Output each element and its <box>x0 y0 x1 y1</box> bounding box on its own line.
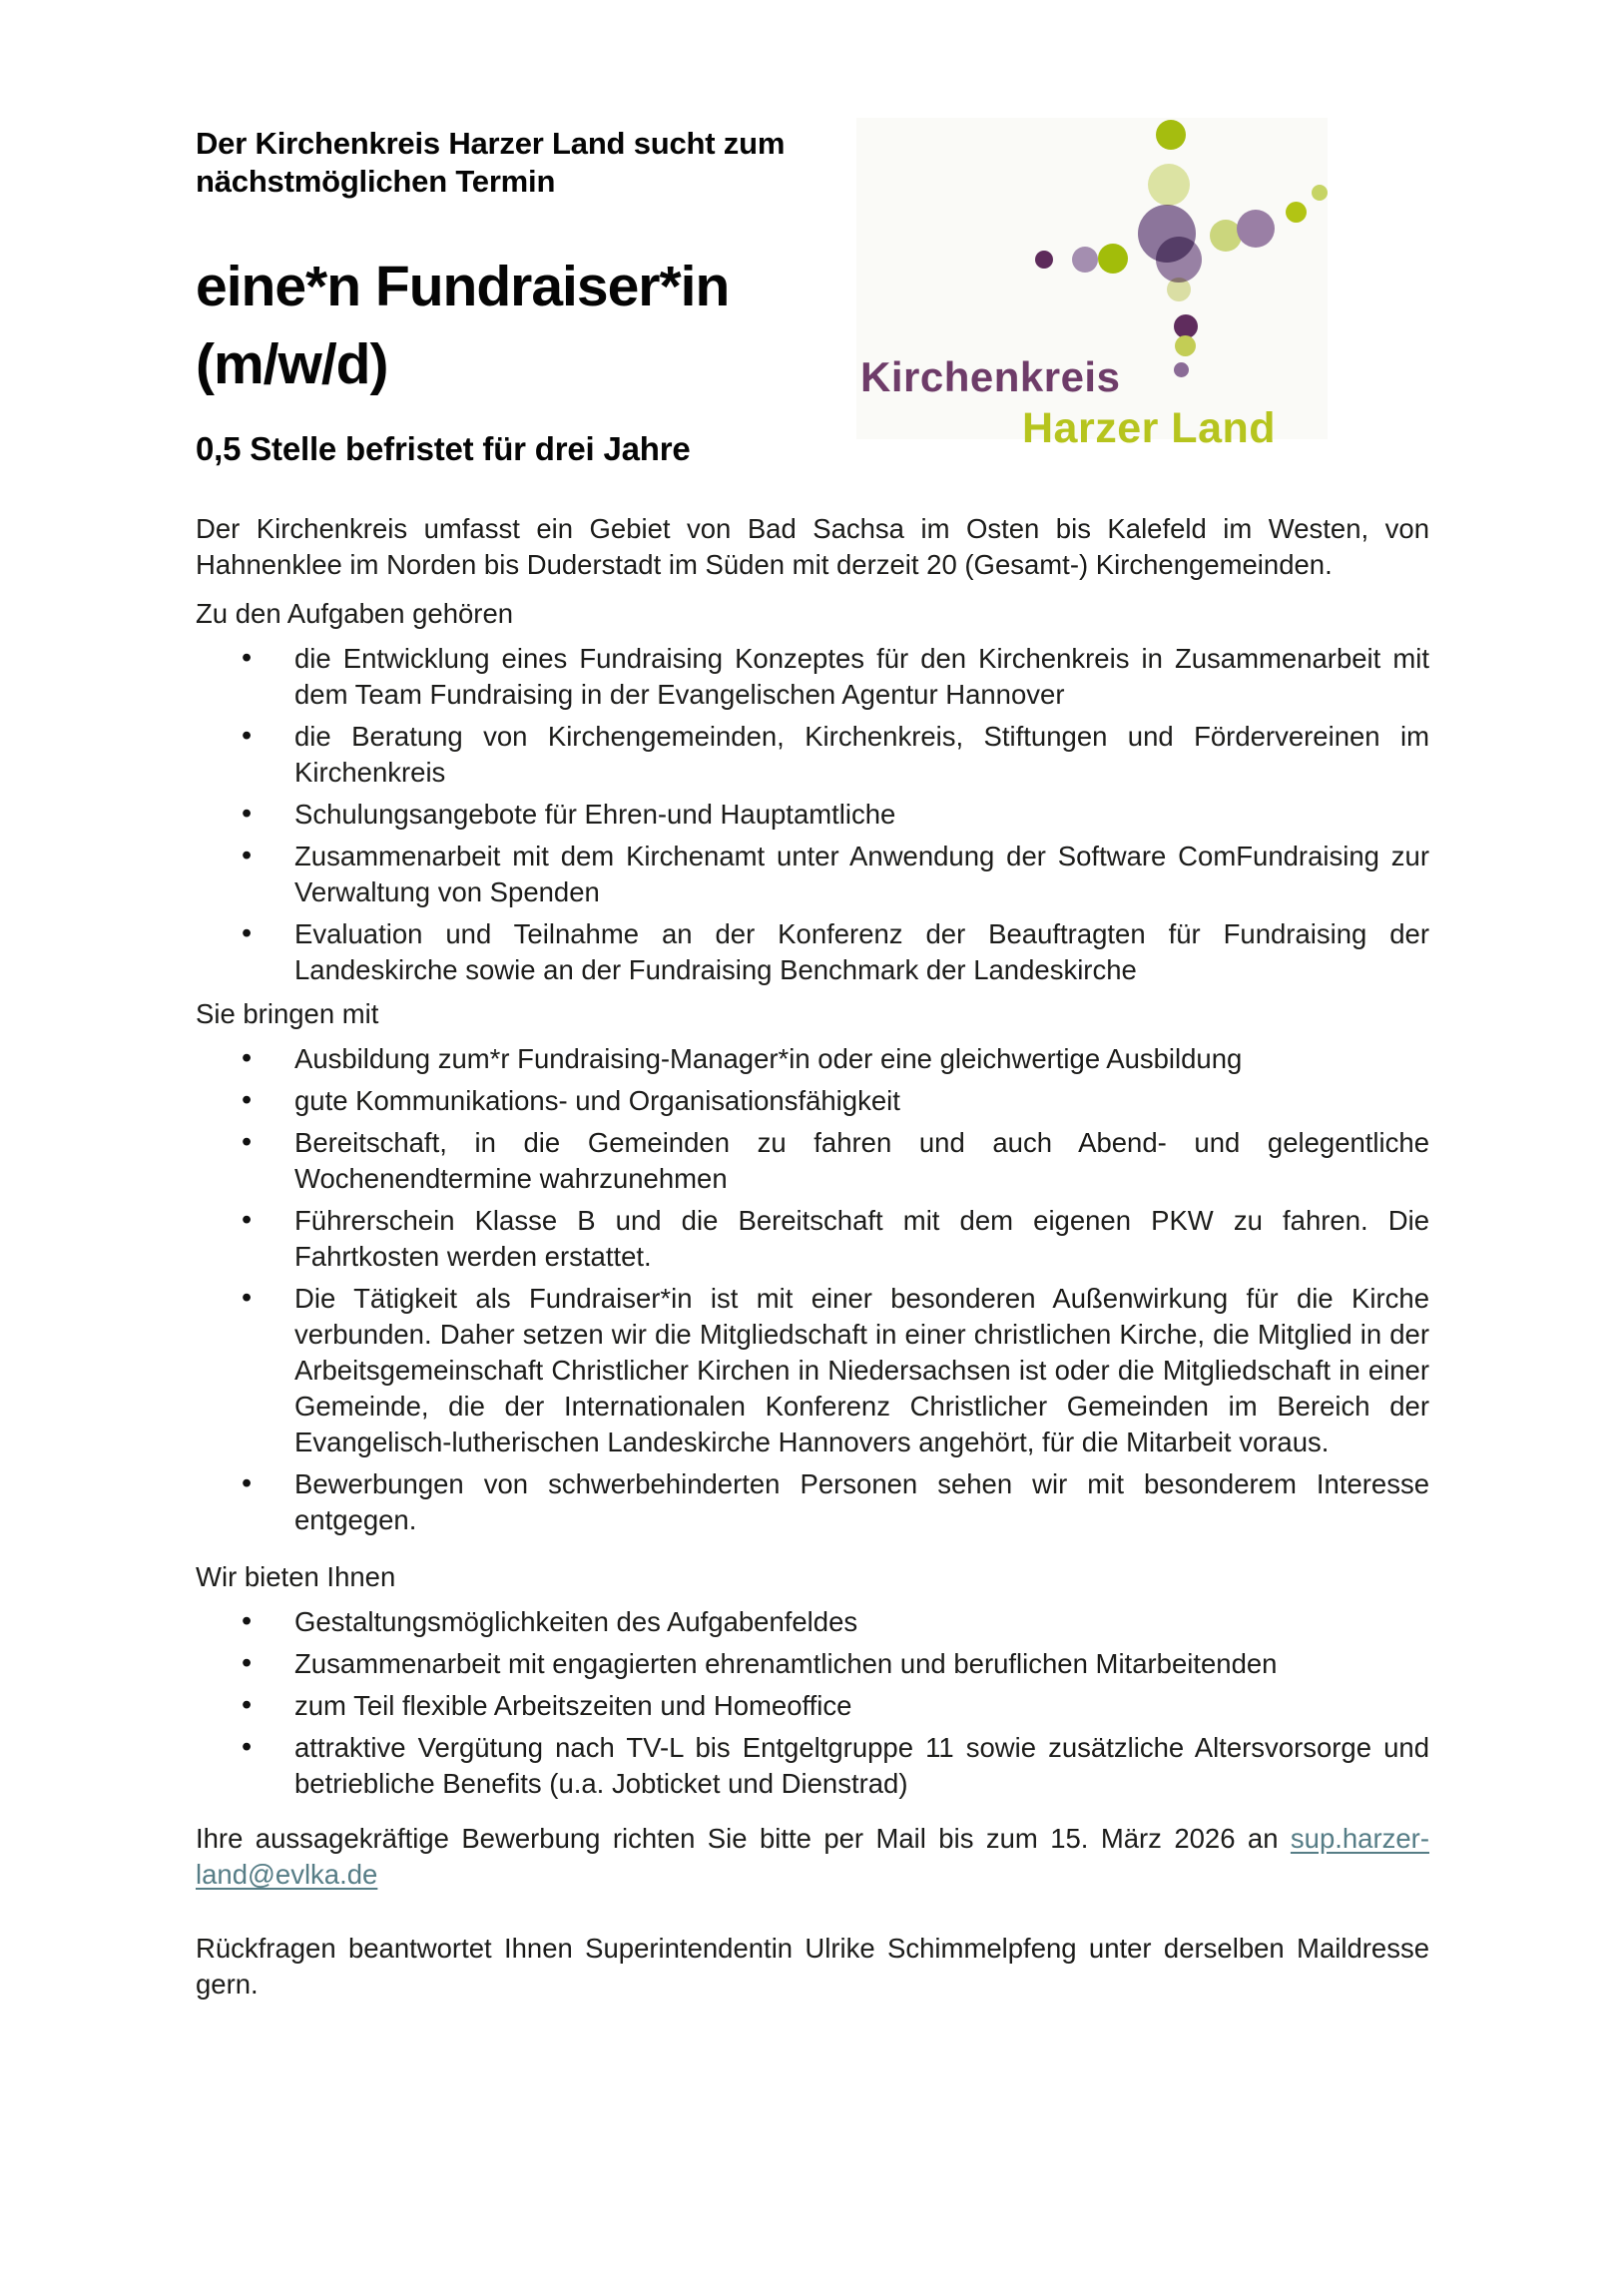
email-link[interactable]: sup.harzer-land@evlka.de <box>196 1823 1429 1890</box>
section-heading-aufgaben: Zu den Aufgaben gehören <box>196 598 514 629</box>
logo-text-kirchenkreis: Kirchenkreis <box>860 353 1121 400</box>
list-item: • zum Teil flexible Arbeitszeiten und Homeoffice <box>294 1688 1429 1724</box>
position-subtitle: 0,5 Stelle befristet für drei Jahre <box>196 430 691 467</box>
page-title-line1: eine*n Fundraiser*in <box>196 255 730 318</box>
list-item: • Ausbildung zum*r Fundraising-Manager*in oder eine gleichwertige Ausbildung <box>294 1041 1429 1077</box>
intro-paragraph: Der Kirchenkreis umfasst ein Gebiet von Bad Sachsa im Osten bis Kalefeld im Westen, von Hahnenklee im Norden bis Duderstadt im Süden mit derzeit 20 (Gesamt-) Kirchengemeinden. <box>196 513 1429 580</box>
anforderungen-list <box>196 1041 1429 1538</box>
intro-heading-line2: nächstmöglichen Termin <box>196 164 556 199</box>
contact-paragraph: Rückfragen beantwortet Ihnen Superintendentin Ulrike Schimmelpfeng unter derselben Maildresse gern. <box>196 1933 1429 2000</box>
list-item: • Führerschein Klasse B und die Bereitschaft mit dem eigenen PKW zu fahren. Die Fahrtkosten werden erstattet. <box>294 1203 1429 1275</box>
section-heading-angebot: Wir bieten Ihnen <box>196 1561 396 1592</box>
intro-heading-line1: Der Kirchenkreis Harzer Land sucht zum <box>196 126 786 161</box>
document-body <box>196 0 1429 2003</box>
list-item: • gute Kommunikations- und Organisationsfähigkeit <box>294 1083 1429 1119</box>
page-title <box>196 248 1429 403</box>
intro-heading <box>196 125 1429 201</box>
logo-text-harzer-land: Harzer Land <box>1022 404 1277 452</box>
list-item: • Zusammenarbeit mit engagierten ehrenamtlichen und beruflichen Mitarbeitenden <box>294 1646 1429 1682</box>
page-title-line2: (m/w/d) <box>196 332 388 396</box>
list-item: • Zusammenarbeit mit dem Kirchenamt unter Anwendung der Software ComFundraising zur Verwaltung von Spenden <box>294 839 1429 910</box>
list-item: • Bewerbungen von schwerbehinderten Personen sehen wir mit besonderem Interesse entgegen. <box>294 1466 1429 1538</box>
list-item: • Schulungsangebote für Ehren-und Hauptamtliche <box>294 797 1429 833</box>
list-item: • Evaluation und Teilnahme an der Konferenz der Beauftragten für Fundraising der Landeskirche sowie an der Fundraising Benchmark der Landeskirche <box>294 916 1429 988</box>
list-item: • die Beratung von Kirchengemeinden, Kirchenkreis, Stiftungen und Fördervereinen im Kirchenkreis <box>294 719 1429 791</box>
application-paragraph <box>196 1821 1429 1893</box>
angebote-list <box>196 1604 1429 1802</box>
list-item: • Bereitschaft, in die Gemeinden zu fahren und auch Abend- und gelegentliche Wochenendtermine wahrzunehmen <box>294 1125 1429 1197</box>
list-item: • Gestaltungsmöglichkeiten des Aufgabenfeldes <box>294 1604 1429 1640</box>
section-heading-anforderungen: Sie bringen mit <box>196 998 379 1029</box>
application-text: Ihre aussagekräftige Bewerbung richten Sie bitte per Mail bis zum 15. März 2026 an <box>196 1823 1291 1854</box>
list-item: • Die Tätigkeit als Fundraiser*in ist mit einer besonderen Außenwirkung für die Kirche verbunden. Daher setzen wir die Mitgliedschaft in einer christlichen Kirche, die Mitglied in der Arbeitsgemeinschaft Christlicher Kirchen in Niedersachsen ist oder die Mitgliedschaft in einer Gemeinde, die der Internationalen Konferenz Christlicher Gemeinden im Bereich der Evangelisch-lutherischen Landeskirche Hannovers angehört, für die Mitarbeit voraus. <box>294 1281 1429 1460</box>
list-item: • die Entwicklung eines Fundraising Konzeptes für den Kirchenkreis in Zusammenarbeit mit dem Team Fundraising in der Evangelischen Agentur Hannover <box>294 641 1429 713</box>
aufgaben-list <box>196 641 1429 988</box>
list-item: • attraktive Vergütung nach TV-L bis Entgeltgruppe 11 sowie zusätzliche Altersvorsorge und betriebliche Benefits (u.a. Jobticket und Dienstrad) <box>294 1730 1429 1802</box>
